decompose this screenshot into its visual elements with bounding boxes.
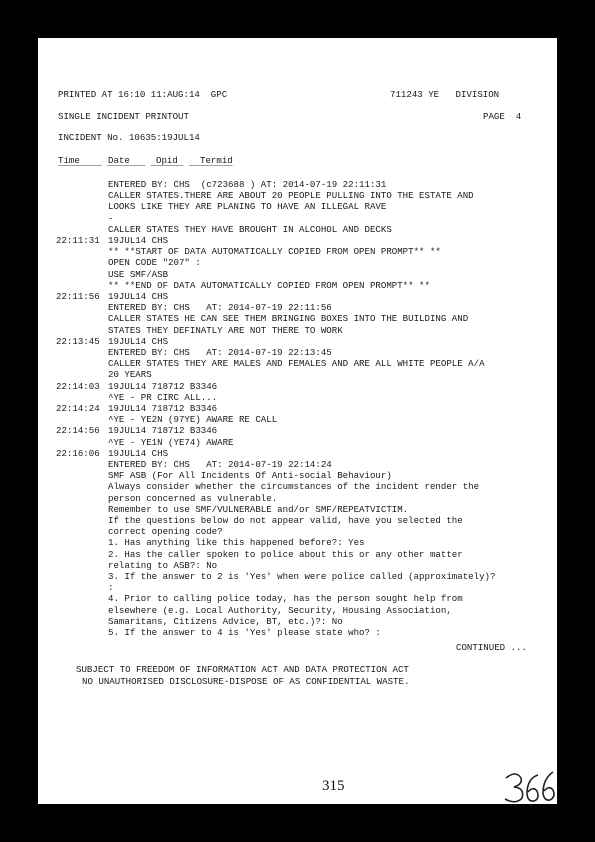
log-text: OPEN CODE "207" : — [108, 257, 201, 269]
log-text: Remember to use SMF/VULNERABLE and/or SMF/REPEATVICTIM. — [108, 503, 409, 515]
log-text: 4. Prior to calling police today, has the person sought help from — [108, 593, 463, 605]
log-text: ^YE - PR CIRC ALL... — [108, 391, 218, 403]
log-text: CALLER STATES THEY HAVE BROUGHT IN ALCOHOL AND DECKS — [108, 223, 392, 235]
log-time: 22:14:03 — [56, 380, 100, 392]
log-text: - — [108, 212, 114, 224]
log-time: 22:13:45 — [56, 335, 100, 347]
log-text: LOOKS LIKE THEY ARE PLANING TO HAVE AN ILLEGAL RAVE — [108, 201, 387, 213]
log-time: 22:14:24 — [56, 403, 100, 414]
log-text: : — [108, 582, 114, 594]
column-date: Date — [108, 155, 130, 166]
printed-line: PRINTED AT 16:10 11:AUG:14 GPC — [58, 89, 228, 100]
log-text: ** **START OF DATA AUTOMATICALLY COPIED FROM OPEN PROMPT** ** — [108, 246, 441, 258]
log-text: ENTERED BY: CHS AT: 2014-07-19 22:13:45 — [108, 347, 332, 358]
log-text: 3. If the answer to 2 is 'Yes' when were police called (approximately)? — [108, 571, 496, 582]
continued-label: CONTINUED ... — [456, 642, 527, 653]
log-text: STATES THEY DEFINATLY ARE NOT THERE TO WORK — [108, 324, 343, 336]
handwritten-number — [500, 768, 557, 804]
log-text: relating to ASB?: No — [108, 559, 218, 571]
page-indicator: PAGE 4 — [483, 111, 522, 122]
incident-number: INCIDENT No. 10635:19JUL14 — [58, 132, 200, 143]
log-text: ^YE - YE1N (YE74) AWARE — [108, 436, 234, 448]
log-text: ENTERED BY: CHS AT: 2014-07-19 22:14:24 — [108, 459, 332, 470]
column-termid: Termid — [200, 155, 233, 166]
log-text: ** **END OF DATA AUTOMATICALLY COPIED FROM OPEN PROMPT** ** — [108, 279, 430, 291]
log-text: If the questions below do not appear valid, have you selected the — [108, 515, 463, 526]
log-text: ENTERED BY: CHS (c723688 ) AT: 2014-07-19 22:11:31 — [108, 179, 387, 190]
log-text: 20 YEARS — [108, 369, 152, 381]
log-text: 19JUL14 CHS — [108, 235, 169, 246]
document-page — [38, 38, 557, 804]
log-text: Always consider whether the circumstances of the incident render the — [108, 481, 480, 493]
log-text: 19JUL14 718712 B3346 — [108, 403, 218, 414]
log-text: CALLER STATES HE CAN SEE THEM BRINGING BOXES INTO THE BUILDING AND — [108, 313, 469, 325]
log-time: 22:11:56 — [56, 291, 100, 302]
log-text: 5. If the answer to 4 is 'Yes' please state who? : — [108, 627, 381, 638]
log-text: CALLER STATES.THERE ARE ABOUT 20 PEOPLE PULLING INTO THE ESTATE AND — [108, 190, 474, 202]
log-text: ^YE - YE2N (97YE) AWARE RE CALL — [108, 414, 278, 426]
column-time: Time — [58, 155, 80, 166]
log-text: elsewhere (e.g. Local Authority, Security, Housing Association, — [108, 604, 452, 616]
column-underline: ‾‾‾‾‾‾‾‾ ‾‾‾‾‾‾‾ ‾‾‾‾‾‾ ‾‾‾‾‾‾‾‾ — [58, 164, 233, 175]
log-time: 22:11:31 — [56, 235, 100, 246]
log-text: CALLER STATES THEY ARE MALES AND FEMALES AND ARE ALL WHITE PEOPLE A/A — [108, 358, 485, 370]
log-text: 19JUL14 CHS — [108, 447, 169, 459]
log-text: 1. Has anything like this happened before?: Yes — [108, 537, 365, 549]
log-text: ENTERED BY: CHS AT: 2014-07-19 22:11:56 — [108, 302, 332, 314]
log-text: 2. Has the caller spoken to police about this or any other matter — [108, 548, 463, 560]
column-opid: Opid — [156, 155, 178, 166]
reference-division: 711243 YE DIVISION — [390, 89, 500, 100]
log-text: 19JUL14 CHS — [108, 335, 169, 347]
log-text: Samaritans, Citizens Advice, BT, etc.)?: No — [108, 615, 343, 627]
document-title: SINGLE INCIDENT PRINTOUT — [58, 111, 189, 122]
page-number: 315 — [322, 778, 345, 794]
log-time: 22:14:56 — [56, 425, 100, 437]
log-text: person concerned as vulnerable. — [108, 492, 278, 504]
footer-line-1: SUBJECT TO FREEDOM OF INFORMATION ACT AND DATA PROTECTION ACT — [76, 664, 409, 675]
log-time: 22:16:06 — [56, 447, 100, 459]
log-text: 19JUL14 718712 B3346 — [108, 425, 218, 437]
log-text: correct opening code? — [108, 526, 223, 538]
log-text: USE SMF/ASB — [108, 268, 169, 280]
log-text: 19JUL14 CHS — [108, 291, 169, 302]
log-text: 19JUL14 718712 B3346 — [108, 380, 218, 392]
log-text: SMF ASB (For All Incidents Of Anti-social Behaviour) — [108, 470, 392, 482]
footer-line-2: NO UNAUTHORISED DISCLOSURE-DISPOSE OF AS CONFIDENTIAL WASTE. — [82, 676, 410, 687]
